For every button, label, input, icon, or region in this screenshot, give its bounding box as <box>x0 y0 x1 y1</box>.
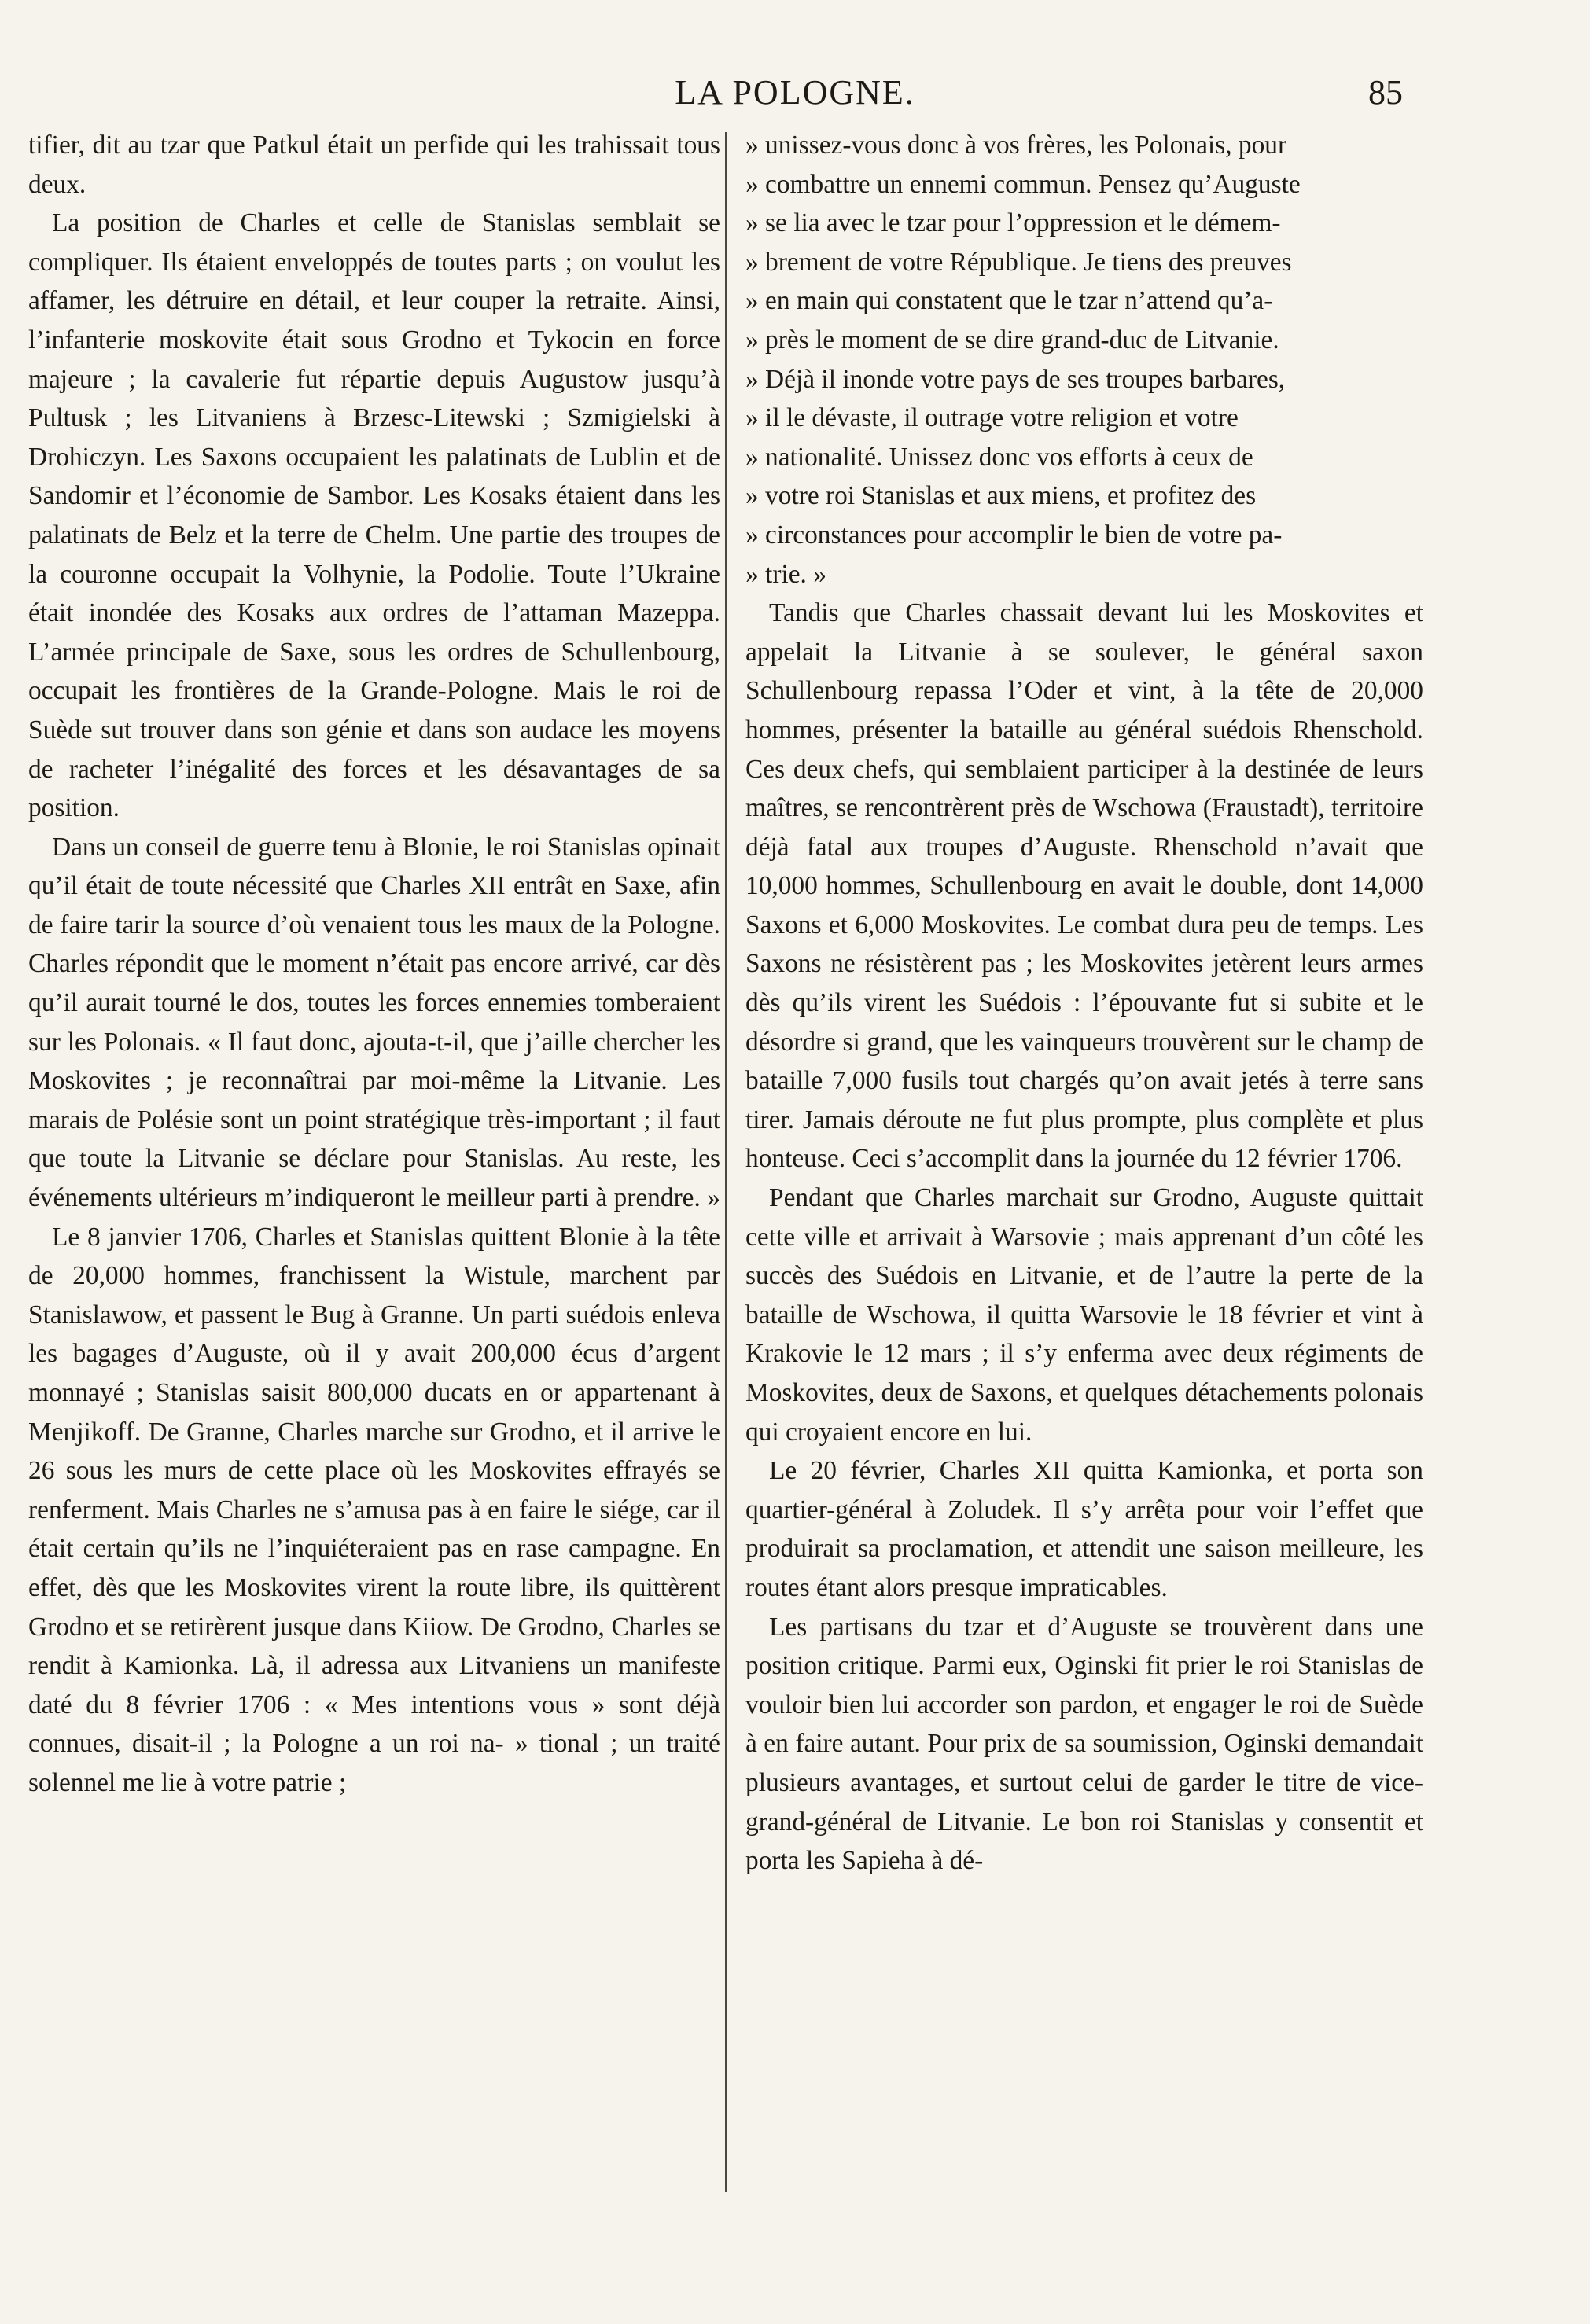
quote-line: » nationalité. Unissez donc vos efforts à ceux de <box>745 442 1253 472</box>
quote-line: » il le dévaste, il outrage votre religion et votre <box>745 403 1239 433</box>
quote-line: » près le moment de se dire grand-duc de Litvanie. <box>745 325 1279 355</box>
paragraph: Dans un conseil de guerre tenu à Blonie, le roi Stanislas opinait qu’il était de toute nécessité que Charles XII entrât en Saxe, afin de faire tarir la source d’où venaient tous les maux de la Pologne. Charles répondit que le moment n’était pas encore arrivé, car dès qu’il aurait tourné le dos, toutes les forces ennemies tomberaient sur les Polonais. « Il faut donc, ajouta-t-il, que j’aille chercher les Moskovites ; je reconnaîtrai par moi-même la Litvanie. Les marais de Polésie sont un point stratégique très-important ; il faut que toute la Litvanie se déclare pour Stanislas. Au reste, les événements ultérieurs m’indiqueront le meilleur parti à prendre. » <box>28 832 720 1213</box>
page-number: 85 <box>1368 73 1403 112</box>
paragraph: tifier, dit au tzar que Patkul était un perfide qui les trahissait tous deux. <box>28 131 720 199</box>
quote-line: » se lia avec le tzar pour l’oppression et le démem- <box>745 208 1281 238</box>
paragraph: Le 8 janvier 1706, Charles et Stanislas quittent Blonie à la tête de 20,000 hommes, franchissent la Wistule, marchent par Stanislawow, et passent le Bug à Granne. Un parti suédois enleva les bagages d’Auguste, où il y avait 200,000 écus d’argent monnayé ; Stanislas saisit 800,000 ducats en or appartenant à Menjikoff. De Granne, Charles marche sur Grodno, et il arrive le 26 sous les murs de cette place où les Moskovites effrayés se renferment. Mais Charles ne s’amusa pas à en faire le siége, car il était certain qu’ils ne l’inquiéteraient pas en rase campagne. En effet, dès que les Moskovites virent la route libre, ils quittèrent Grodno et se retirèrent jusque dans Kiiow. De Grodno, Charles se rendit à Kamionka. Là, il adressa aux Litvaniens un manifeste daté du 8 février 1706 : « Mes intentions vous » sont déjà connues, disait-il ; la Pologne a un roi na- » tional ; un traité solennel me lie à votre patrie ; <box>28 1222 720 1797</box>
paragraph: Tandis que Charles chassait devant lui les Moskovites et appelait la Litvanie à se soulever, le général saxon Schullenbourg repassa l’Oder et vint, à la tête de 20,000 hommes, présenter la bataille au général suédois Rhenschold. Ces deux chefs, qui semblaient participer à la destinée de leurs maîtres, se rencontrèrent près de Wschowa (Fraustadt), territoire déjà fatal aux troupes d’Auguste. Rhenschold n’avait que 10,000 hommes, Schullenbourg en avait le double, dont 14,000 Saxons et 6,000 Moskovites. Le combat dura peu de temps. Les Saxons ne résistèrent pas ; les Moskovites jetèrent leurs armes dès qu’ils virent les Suédois : l’épouvante fut si subite et le désordre si grand, que les vainqueurs trouvèrent sur le champ de bataille 7,000 fusils tout chargés qu’on avait jetés à terre sans tirer. Jamais déroute ne fut plus prompte, plus complète et plus honteuse. Ceci s’accomplit dans la journée du 12 février 1706. <box>745 598 1423 1174</box>
quote-line: » brement de votre République. Je tiens des preuves <box>745 247 1292 277</box>
paragraph: Les partisans du tzar et d’Auguste se trouvèrent dans une position critique. Parmi eux, Oginski fit prier le roi Stanislas de vouloir bien lui accorder son pardon, et engager le roi de Suède à en faire autant. Pour prix de sa soumission, Oginski demandait plusieurs avantages, et surtout celui de garder le titre de vice-grand-général de Litvanie. Le bon roi Stanislas y consentit et porta les Sapieha à dé- <box>745 1612 1423 1876</box>
running-title: LA POLOGNE. <box>675 73 915 112</box>
quote-line: » en main qui constatent que le tzar n’attend qu’a- <box>745 286 1273 316</box>
quote-line: » votre roi Stanislas et aux miens, et profitez des <box>745 481 1257 511</box>
quote-line: » circonstances pour accomplir le bien de votre pa- <box>745 520 1283 550</box>
column-divider <box>725 132 727 2192</box>
quote-line: » Déjà il inonde votre pays de ses troupes barbares, <box>745 364 1286 394</box>
right-column <box>745 126 1423 1881</box>
paragraph: La position de Charles et celle de Stanislas semblait se compliquer. Ils étaient enveloppés de toutes parts ; on voulut les affamer, les détruire en détail, et leur couper la retraite. Ainsi, l’infanterie moskovite était sous Grodno et Tykocin en force majeure ; la cavalerie fut répartie depuis Augustow jusqu’à Pultusk ; les Litvaniens à Brzesc-Litewski ; Szmigielski à Drohiczyn. Les Saxons occupaient les palatinats de Lublin et de Sandomir et l’économie de Sambor. Les Kosaks étaient dans les palatinats de Belz et la terre de Chelm. Une partie des troupes de la couronne occupait la Volhynie, la Podolie. Toute l’Ukraine était inondée des Kosaks aux ordres de l’attaman Mazeppa. L’armée principale de Saxe, sous les ordres de Schullenbourg, occupait les frontières de la Grande-Pologne. Mais le roi de Suède sut trouver dans son génie et dans son audace les moyens de racheter l’inégalité des forces et les désavantages de sa position. <box>28 208 720 823</box>
paragraph: Le 20 février, Charles XII quitta Kamionka, et porta son quartier-général à Zoludek. Il s’y arrêta pour voir l’effet que produirait sa proclamation, et attendit une saison meilleure, les routes étant alors presque impraticables. <box>745 1456 1423 1602</box>
quote-line: » trie. » <box>745 559 826 589</box>
left-column <box>28 126 720 1803</box>
quote-line: » combattre un ennemi commun. Pensez qu’Auguste <box>745 169 1301 199</box>
quote-line: » unissez-vous donc à vos frères, les Polonais, pour <box>745 131 1287 160</box>
paragraph: Pendant que Charles marchait sur Grodno, Auguste quittait cette ville et arrivait à Warsovie ; mais apprenant d’un côté les succès des Suédois en Litvanie, et de l’autre la perte de la bataille de Wschowa, il quitta Warsovie le 18 février et vint à Krakovie le 12 mars ; il s’y enferma avec deux régiments de Moskovites, deux de Saxons, et quelques détachements polonais qui croyaient encore en lui. <box>745 1183 1423 1447</box>
